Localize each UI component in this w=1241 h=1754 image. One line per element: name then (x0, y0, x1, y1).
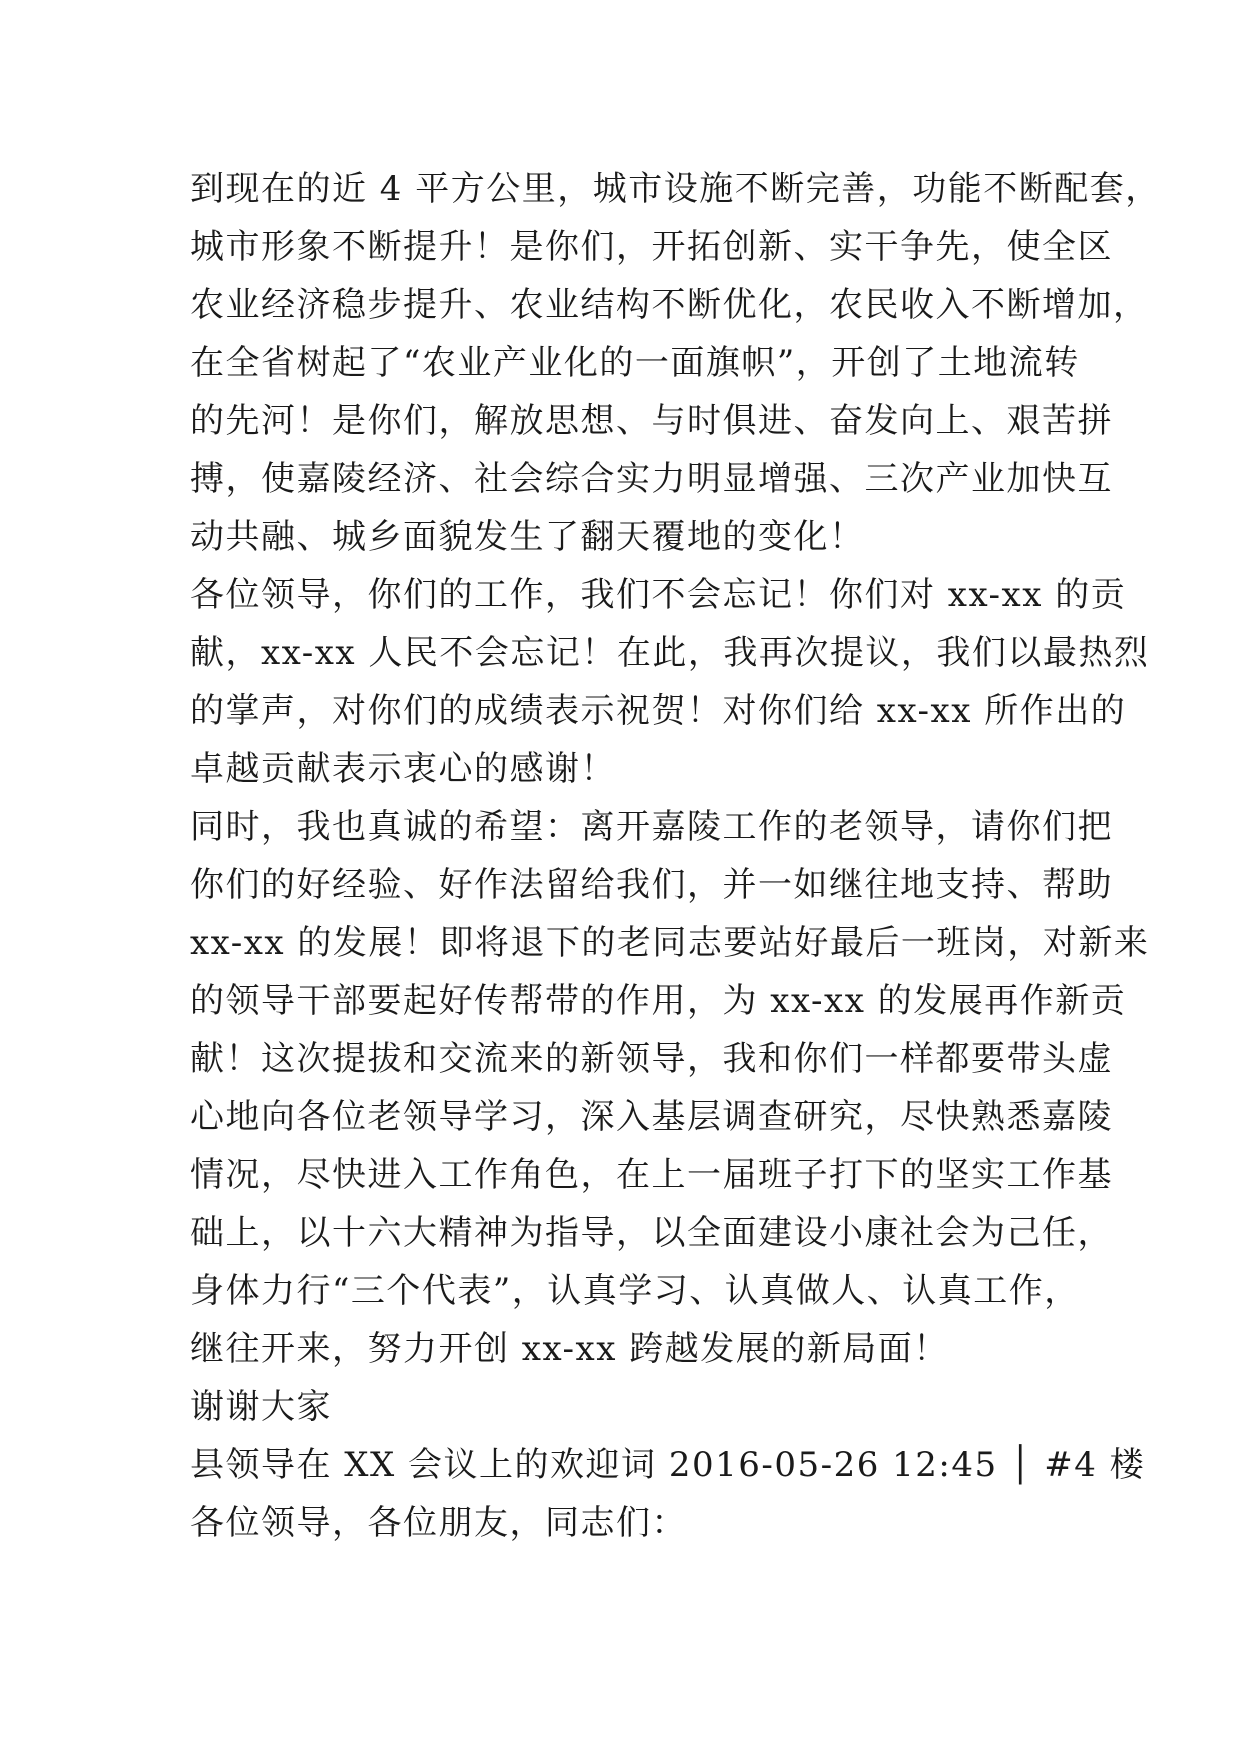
body-line: 你们的好经验、好作法留给我们，并一如继往地支持、帮助 (190, 865, 1113, 905)
body-line: 在全省树起了“农业产业化的一面旗帜”，开创了土地流转 (190, 343, 1080, 383)
body-line: 献！这次提拔和交流来的新领导，我和你们一样都要带头虚 (190, 1039, 1113, 1079)
post-header: 县领导在 XX 会议上的欢迎词 2016-05-26 12:45 │ #4 楼 (190, 1445, 1146, 1485)
body-line: 卓越贡献表示衷心的感谢！ (190, 749, 616, 789)
body-line: 城市形象不断提升！是你们，开拓创新、实干争先，使全区 (190, 227, 1113, 267)
body-line: 各位领导，你们的工作，我们不会忘记！你们对 xx-xx 的贡 (190, 575, 1127, 615)
body-line: 同时，我也真诚的希望：离开嘉陵工作的老领导，请你们把 (190, 807, 1113, 847)
document-body (190, 160, 1161, 1552)
closing-thanks: 谢谢大家 (190, 1387, 332, 1427)
body-line: 的领导干部要起好传帮带的作用，为 xx-xx 的发展再作新贡 (190, 981, 1127, 1021)
body-line: 的掌声，对你们的成绩表示祝贺！对你们给 xx-xx 所作出的 (190, 691, 1127, 731)
body-line: 础上，以十六大精神为指导，以全面建设小康社会为己任， (190, 1213, 1113, 1253)
body-line: 身体力行“三个代表”，认真学习、认真做人、认真工作， (190, 1271, 1080, 1311)
body-line: 动共融、城乡面貌发生了翻天覆地的变化！ (190, 517, 865, 557)
body-line: 到现在的近 4 平方公里，城市设施不断完善，功能不断配套， (190, 169, 1161, 209)
body-line: 搏，使嘉陵经济、社会综合实力明显增强、三次产业加快互 (190, 459, 1113, 499)
body-line: 农业经济稳步提升、农业结构不断优化，农民收入不断增加， (190, 285, 1149, 325)
body-line: 的先河！是你们，解放思想、与时俱进、奋发向上、艰苦拼 (190, 401, 1113, 441)
body-line: 继往开来，努力开创 xx-xx 跨越发展的新局面！ (190, 1329, 949, 1369)
salutation: 各位领导，各位朋友，同志们： (190, 1503, 687, 1543)
body-line: 情况，尽快进入工作角色，在上一届班子打下的坚实工作基 (190, 1155, 1113, 1195)
body-line: 心地向各位老领导学习，深入基层调查研究，尽快熟悉嘉陵 (190, 1097, 1113, 1137)
body-line: xx-xx 的发展！即将退下的老同志要站好最后一班岗，对新来 (190, 923, 1150, 963)
body-line: 献，xx-xx 人民不会忘记！在此，我再次提议，我们以最热烈 (190, 633, 1150, 673)
